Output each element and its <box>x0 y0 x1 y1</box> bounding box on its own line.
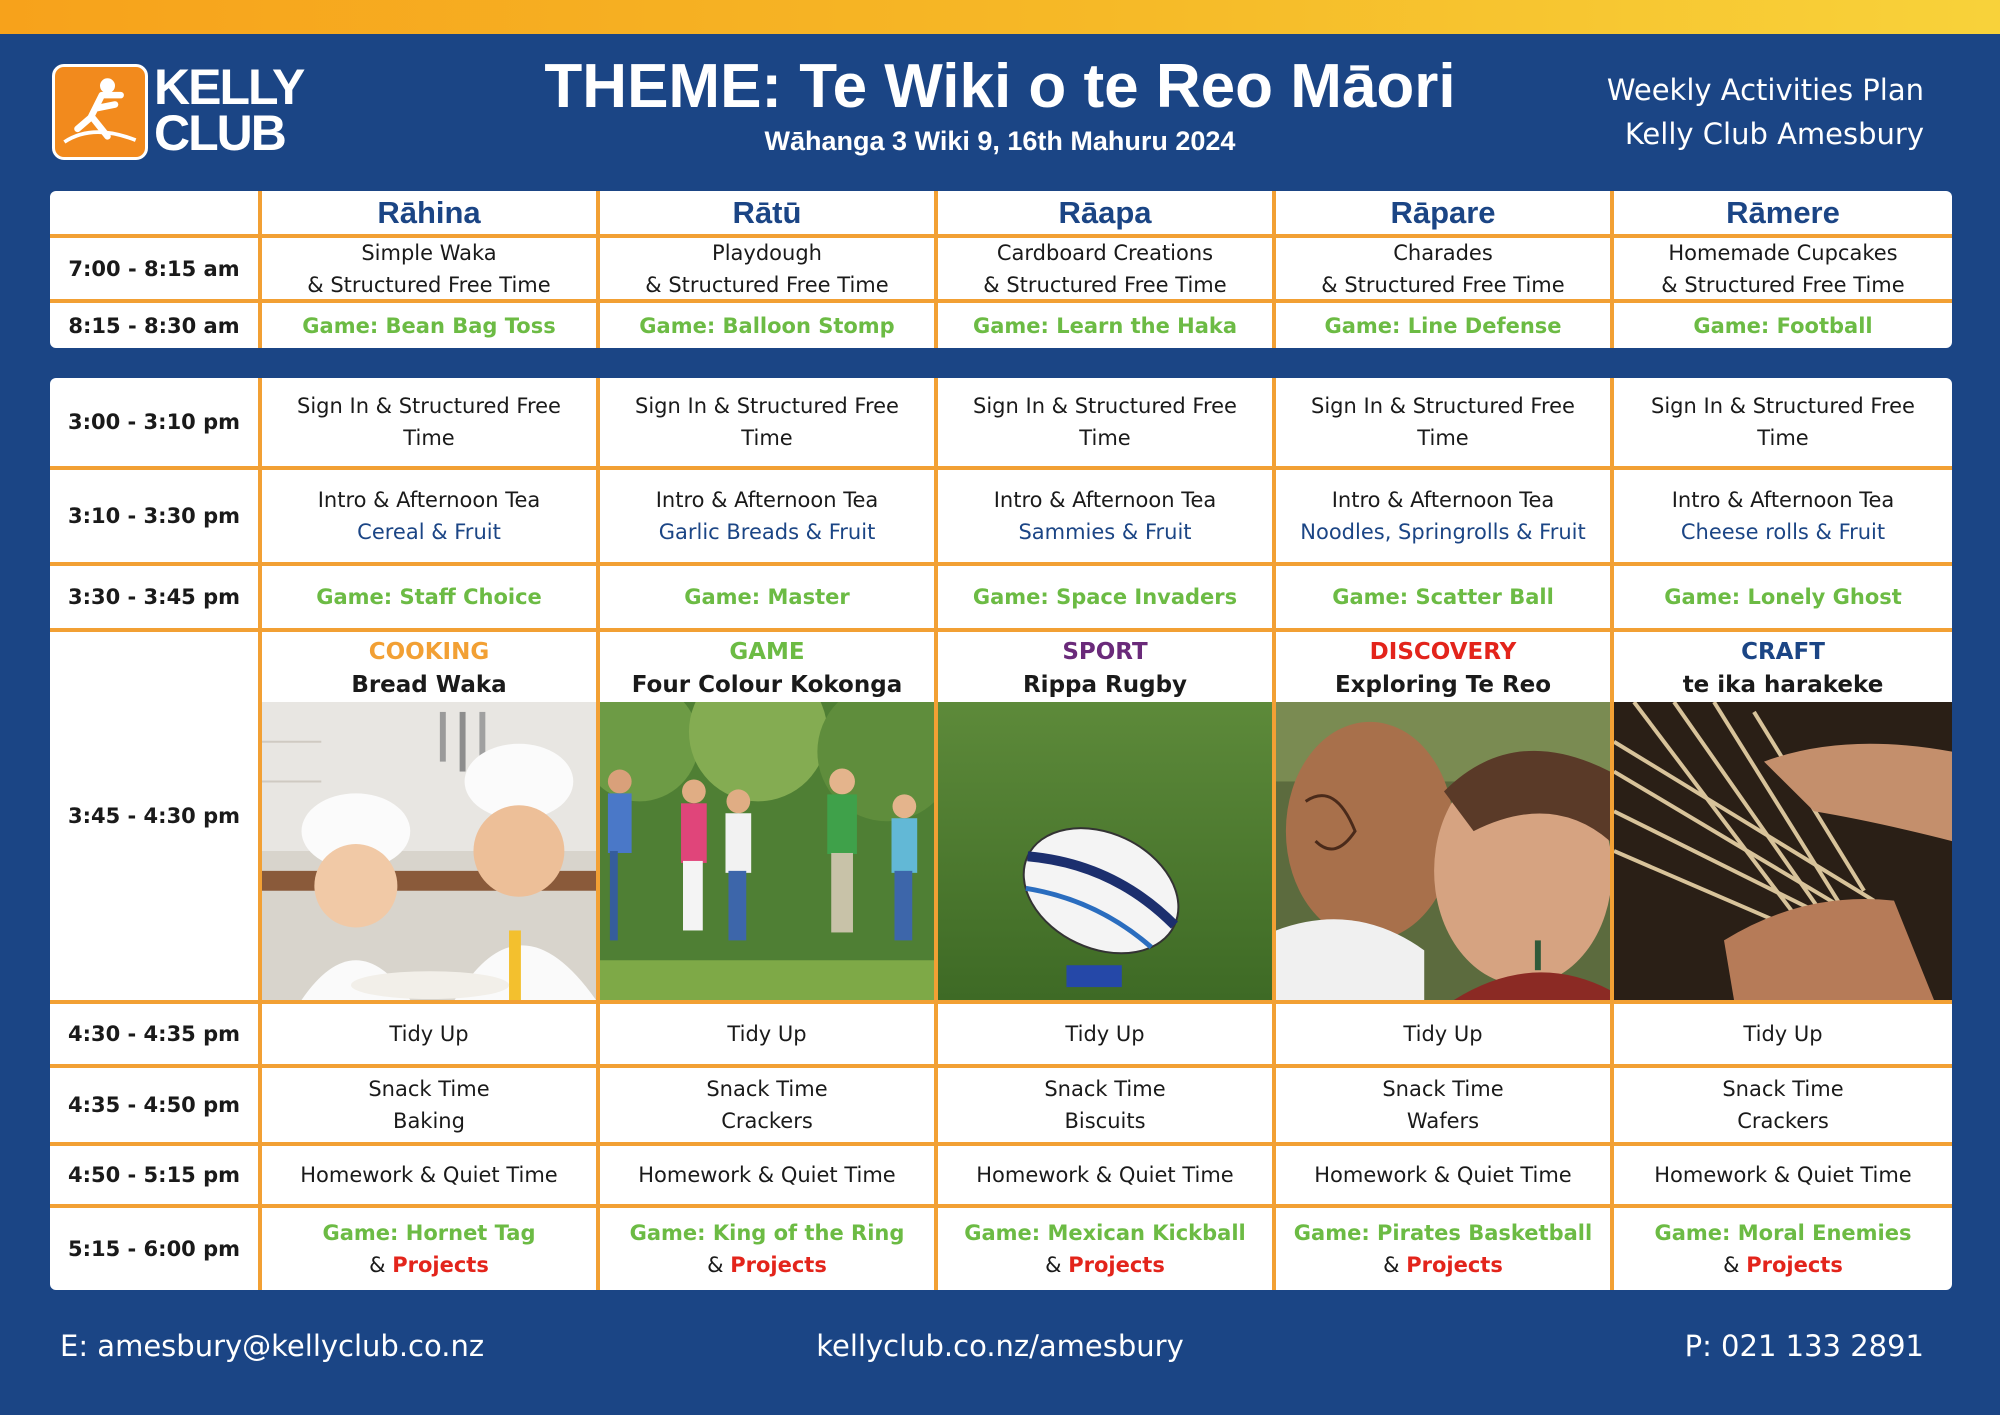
activity-cell: Tidy Up <box>1276 1004 1614 1064</box>
activity-cell: Snack Time Baking <box>262 1068 600 1142</box>
activity-cell: Intro & Afternoon Tea Sammies & Fruit <box>938 470 1276 562</box>
activity-cell: Intro & Afternoon Tea Cereal & Fruit <box>262 470 600 562</box>
time-cell: 3:45 - 4:30 pm <box>50 632 262 1000</box>
activity-name: Four Colour Kokonga <box>631 672 903 698</box>
time-cell: 3:10 - 3:30 pm <box>50 470 262 562</box>
activity-cell: Sign In & Structured Free Time <box>600 378 938 466</box>
activity-row <box>50 632 1952 1004</box>
logo-wordmark: KELLY CLUB <box>154 59 304 161</box>
activity-cell: Homework & Quiet Time <box>1654 1163 1912 1187</box>
activity-cell: Game: Mexican Kickball & Projects <box>938 1208 1276 1290</box>
running-child-icon <box>52 64 148 160</box>
day-header: Rāpare <box>1276 191 1614 234</box>
activity-cell: Game: Moral Enemies & Projects <box>1654 1221 1912 1277</box>
table-row <box>50 1068 1952 1146</box>
activity-cell: Tidy Up <box>1743 1022 1823 1046</box>
activity-cell: Homework & Quiet Time <box>1276 1146 1614 1204</box>
activity-cell: Intro & Afternoon Tea Noodles, Springrolls & Fruit <box>1276 470 1614 562</box>
time-cell: 8:15 - 8:30 am <box>50 303 262 348</box>
footer-phone[interactable]: P: 021 133 2891 <box>1684 1329 1924 1363</box>
game-cell: Game: Space Invaders <box>938 566 1276 628</box>
activity-cell: Homework & Quiet Time <box>262 1146 600 1204</box>
activity-category: COOKING <box>368 639 490 665</box>
time-cell: 4:35 - 4:50 pm <box>50 1068 262 1142</box>
activity-name: Bread Waka <box>351 672 507 698</box>
game-cell: Game: Football <box>1693 313 1873 338</box>
game-cell: Game: Master <box>600 566 938 628</box>
activity-cell: Snack Time Crackers <box>600 1068 938 1142</box>
game-cell: Game: Line Defense <box>1276 303 1614 348</box>
day-header: Rāmere <box>1726 194 1840 230</box>
activity-cell: Intro & Afternoon Tea Cheese rolls & Fruit <box>1671 488 1895 544</box>
game-cell: Game: Bean Bag Toss <box>262 303 600 348</box>
activity-cell: Tidy Up <box>262 1004 600 1064</box>
time-cell: 5:15 - 6:00 pm <box>50 1208 262 1290</box>
activity-cell-game <box>600 632 938 1000</box>
activity-cell: Homework & Quiet Time <box>600 1146 938 1204</box>
activity-cell: Game: Pirates Basketball & Projects <box>1276 1208 1614 1290</box>
page-title: THEME: Te Wiki o te Reo Māori <box>544 52 1456 121</box>
game-cell: Game: Staff Choice <box>262 566 600 628</box>
table-row <box>50 1146 1952 1208</box>
activity-cell: Sign In & Structured Free Time <box>1276 378 1614 466</box>
activity-cell: Sign In & Structured Free Time <box>262 378 600 466</box>
activity-name: te ika harakeke <box>1682 672 1884 698</box>
activity-name: Rippa Rugby <box>1022 672 1188 698</box>
time-header-cell <box>50 191 262 234</box>
header-right-info: Weekly Activities Plan Kelly Club Amesbury <box>1606 73 1924 151</box>
activity-cell: Cardboard Creations & Structured Free Time <box>938 238 1276 299</box>
activity-cell: Snack Time Wafers <box>1276 1068 1614 1142</box>
activity-cell: Tidy Up <box>600 1004 938 1064</box>
kelly-club-logo <box>52 59 312 161</box>
activity-category: GAME <box>729 639 805 665</box>
morning-table <box>50 191 1952 348</box>
activity-cell: Intro & Afternoon Tea Garlic Breads & Fruit <box>600 470 938 562</box>
day-header: Rāapa <box>938 191 1276 234</box>
flax-weaving-photo <box>1614 702 1952 1000</box>
table-row <box>50 566 1952 632</box>
activity-cell: Sign In & Structured Free Time <box>938 378 1276 466</box>
footer-website[interactable]: kellyclub.co.nz/amesbury <box>816 1329 1184 1363</box>
activity-cell: Game: King of the Ring & Projects <box>600 1208 938 1290</box>
table-row <box>50 378 1952 470</box>
activity-cell-discovery <box>1276 632 1614 1000</box>
activity-category: CRAFT <box>1741 639 1825 665</box>
table-row <box>50 1208 1952 1290</box>
top-gradient-bar <box>0 0 2000 34</box>
time-cell: 4:30 - 4:35 pm <box>50 1004 262 1064</box>
rugby-ball-photo <box>938 702 1272 1000</box>
activity-category: DISCOVERY <box>1369 639 1517 665</box>
table-row <box>50 303 1952 348</box>
activity-cell: Simple Waka & Structured Free Time <box>262 238 600 299</box>
activity-cell: Snack Time Crackers <box>1722 1077 1844 1133</box>
time-cell: 3:00 - 3:10 pm <box>50 378 262 466</box>
day-header-row <box>50 191 1952 238</box>
activity-cell-cooking <box>262 632 600 1000</box>
page-subtitle: Wāhanga 3 Wiki 9, 16th Mahuru 2024 <box>764 126 1236 156</box>
activity-cell-sport <box>938 632 1276 1000</box>
cooking-photo <box>262 702 596 1000</box>
activity-cell-craft <box>1614 632 1952 1000</box>
table-row <box>50 1004 1952 1068</box>
footer-email[interactable]: E: amesbury@kellyclub.co.nz <box>60 1329 485 1363</box>
game-cell: Game: Scatter Ball <box>1276 566 1614 628</box>
game-cell: Game: Balloon Stomp <box>600 303 938 348</box>
activity-cell: Snack Time Biscuits <box>938 1068 1276 1142</box>
activity-name: Exploring Te Reo <box>1334 672 1552 698</box>
time-cell: 7:00 - 8:15 am <box>50 238 262 299</box>
time-cell: 4:50 - 5:15 pm <box>50 1146 262 1204</box>
activity-category: SPORT <box>1062 639 1148 665</box>
table-row <box>50 238 1952 303</box>
hongi-photo <box>1276 702 1610 1000</box>
game-cell: Game: Lonely Ghost <box>1664 585 1902 609</box>
activity-cell: Charades & Structured Free Time <box>1276 238 1614 299</box>
activity-cell: Homework & Quiet Time <box>938 1146 1276 1204</box>
game-cell: Game: Learn the Haka <box>938 303 1276 348</box>
afternoon-table <box>50 378 1952 1290</box>
activity-cell: Homemade Cupcakes & Structured Free Time <box>1661 240 1905 297</box>
activity-cell: Playdough & Structured Free Time <box>600 238 938 299</box>
kids-running-photo <box>600 702 934 1000</box>
table-row <box>50 470 1952 566</box>
activity-cell: Game: Hornet Tag & Projects <box>262 1208 600 1290</box>
activity-cell: Tidy Up <box>938 1004 1276 1064</box>
day-header: Rātū <box>600 191 938 234</box>
activity-cell: Sign In & Structured Free Time <box>1651 394 1915 450</box>
time-cell: 3:30 - 3:45 pm <box>50 566 262 628</box>
day-header: Rāhina <box>262 191 600 234</box>
